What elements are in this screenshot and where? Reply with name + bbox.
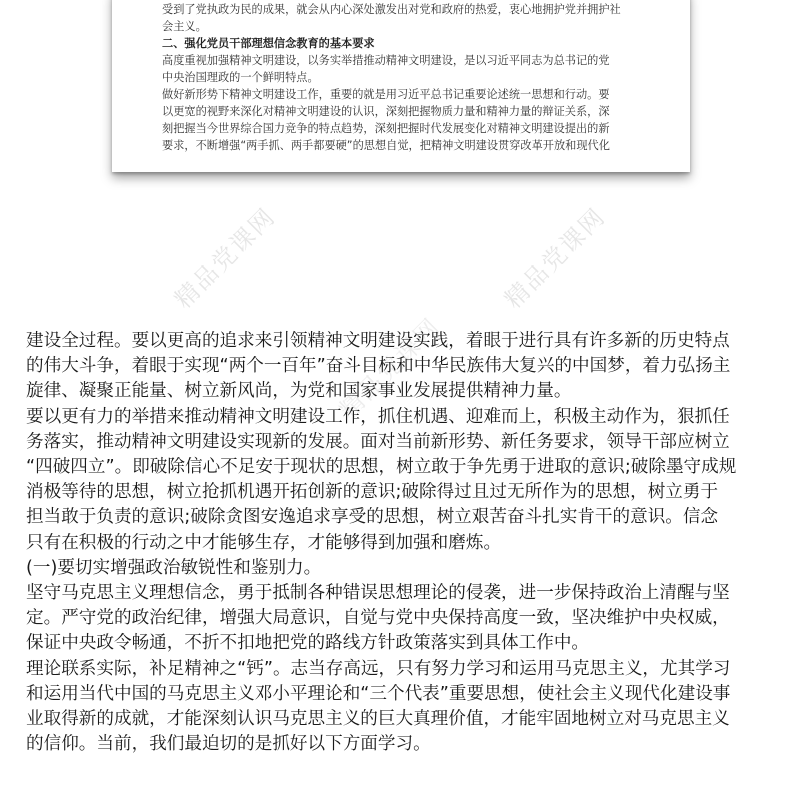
body-line: 保证中央政令畅通，不折不扣地把党的路线方针政策落实到具体工作中。 [26, 633, 590, 654]
body-line: 的信仰。当前，我们最迫切的是抓好以下方面学习。 [26, 734, 431, 755]
body-line: 业取得新的成就，才能深刻认识马克思主义的巨大真理价值，才能牢固地树立对马克思主义 [26, 709, 730, 730]
body-line: 的伟大斗争，着眼于实现“两个一百年”奋斗目标和中华民族伟大复兴的中国梦，着力弘扬主 [26, 356, 731, 377]
body-line: “四破四立”。即破除信心不足安于现状的思想，树立敢于争先勇于进取的意识;破除墨守成规 [26, 457, 737, 478]
watermark-left: 精品党课网 [169, 202, 281, 315]
preview-line: 做好新形势下精神文明建设工作，重要的就是用习近平总书记重要论述统一思想和行动。要 [162, 88, 610, 101]
preview-text-block [162, 0, 662, 154]
preview-line: 要求，不断增强“两手抓、两手都要硬”的思想自觉，把精神文明建设贯穿改革开放和现代化 [162, 139, 610, 152]
section-heading: (一)要切实增强政治敏锐性和鉴别力。 [26, 557, 322, 578]
body-line: 定。严守党的政治纪律，增强大局意识，自觉与党中央保持高度一致，坚决维护中央权威， [26, 608, 730, 629]
body-line: 消极等待的思想，树立抢抓机遇开拓创新的意识;破除得过且过无所作为的思想，树立勇于 [26, 482, 719, 503]
document-body [26, 329, 778, 757]
preview-line: 会主义。 [162, 20, 207, 33]
body-line: 只有在积极的行动之中才能够生存，才能够得到加强和磨炼。 [26, 532, 502, 553]
preview-line: 高度重视加强精神文明建设，以务实举措推动精神文明建设，是以习近平同志为总书记的党 [162, 54, 610, 67]
body-line: 要以更有力的举措来推动精神文明建设工作，抓住机遇、迎难而上，积极主动作为，狠抓任 [26, 406, 730, 427]
preview-line: 以更宽的视野来深化对精神文明建设的认识，深刻把握物质力量和精神力量的辩证关系，深 [162, 105, 610, 118]
body-line: 和运用当代中国的马克思主义邓小平理论和“三个代表”重要思想，使社会主义现代化建设事 [26, 683, 731, 704]
preview-line: 中央治国理政的一个鲜明特点。 [162, 71, 319, 84]
document-preview-card [112, 0, 690, 172]
body-line: 建设全过程。要以更高的追求来引领精神文明建设实践，着眼于进行具有许多新的历史特点 [26, 331, 730, 351]
watermark-right: 精品党课网 [499, 202, 611, 315]
preview-section-heading: 二、强化党员干部理想信念教育的基本要求 [162, 37, 375, 50]
body-line: 担当敢于负责的意识;破除贪图安逸追求享受的思想，树立艰苦奋斗扎实肯干的意识。信念 [26, 507, 719, 528]
body-line: 理论联系实际，补足精神之“钙”。志当存高远，只有努力学习和运用马克思主义，尤其学习 [26, 658, 731, 679]
body-line: 务落实，推动精神文明建设实现新的发展。面对当前新形势、新任务要求，领导干部应树立 [26, 431, 730, 452]
preview-line: 受到了党执政为民的成果，就会从内心深处激发出对党和政府的热爱，衷心地拥护党并拥护社 [162, 3, 621, 16]
body-line: 旋律、凝聚正能量、树立新风尚，为党和国家事业发展提供精神力量。 [26, 381, 572, 402]
preview-line: 刻把握当今世界综合国力竞争的特点趋势，深刻把握时代发展变化对精神文明建设提出的新 [162, 122, 610, 135]
watermark-center: 精品党课网 [334, 312, 446, 425]
body-line: 坚守马克思主义理想信念，勇于抵制各种错误思想理论的侵袭，进一步保持政治上清醒与坚 [26, 583, 730, 604]
